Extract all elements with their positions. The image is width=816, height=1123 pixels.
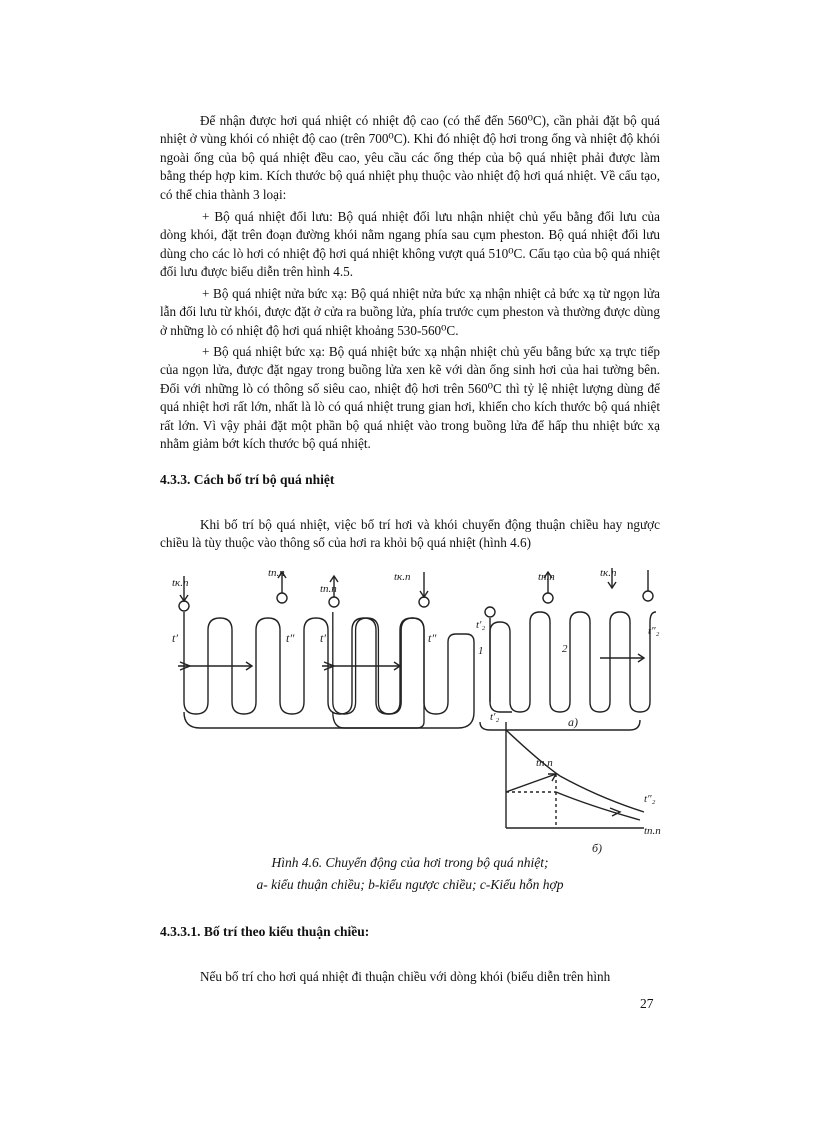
label-t1-1: t′ [172,631,178,645]
figure-caption-line2: a- kiểu thuận chiều; b-kiểu ngược chiều; c-Kiểu hỗn hợp [256,877,564,892]
label-t-kn-1: tк.п [172,577,189,589]
label-b: б) [592,841,603,855]
label-t-nn-graph-end: tп.п [644,825,661,837]
paragraph-convective: + Bộ quá nhiệt đối lưu: Bộ quá nhiệt đối lưu nhận nhiệt chủ yếu bằng đối lưu của dòng khói, đặt trên đoạn đường khói nằm ngang phía sau cụm pheston. Bộ quá nhiệt đối lưu dùng cho các lò hơi có nhiệt độ hơi quá nhiệt không vượt quá 510⁰C. Cấu tạo của bộ quá nhiệt đối lưu được biểu diễn trên hình 4.5. [160,209,660,280]
label-t2-1: t″ [286,631,295,645]
label-t2-in-graph: t′₂ [490,711,500,723]
label-point-1: 1 [478,645,484,657]
paragraph-semi-radiant: + Bộ quá nhiệt nửa bức xạ: Bộ quá nhiệt nửa bức xạ nhận nhiệt cả bức xạ từ ngọn lửa lẫn đối lưu từ khói, được đặt ở cửa ra buồng lửa, phía trước cụm pheston và thường được dùng ở những lò có nhiệt độ hơi quá nhiệt khoảng 530-560⁰C. [160,286,660,338]
heading-cocurrent: 4.3.3.1. Bố trí theo kiểu thuận chiều: [160,924,370,939]
paragraph-arrangement: Khi bố trí bộ quá nhiệt, việc bố trí hơi và khói chuyển động thuận chiều hay ngược chiều là tùy thuộc vào thông số của hơi ra khỏi bộ quá nhiệt (hình 4.6) [160,517,660,551]
paragraph-cocurrent: Nếu bố trí cho hơi quá nhiệt đi thuận chiều với dòng khói (biểu diễn trên hình [200,969,611,984]
label-point-2: 2 [562,643,568,655]
figure-caption-line1: Hình 4.6. Chuyển động của hơi trong bộ quá nhiệt; [271,855,549,870]
temperature-graph [506,722,644,828]
label-a: a) [568,715,578,729]
label-t2-2: t″ [428,631,437,645]
label-t2-out: t″₂ [648,625,660,637]
label-t-kn-3: tк.п [600,567,617,579]
figure-4-6 [160,562,680,862]
label-t2-in: t′₂ [476,619,486,631]
paragraph-radiant: + Bộ quá nhiệt bức xạ: Bộ quá nhiệt bức xạ nhận nhiệt chủ yếu bằng bức xạ trực tiếp của ngọn lửa, được đặt ngay trong buồng lửa xen kẽ với dàn ống sinh hơi của hai tường bên. Đối với những lò có thông số siêu cao, nhiệt độ hơi trên 560⁰C thì tỷ lệ nhiệt lượng dùng để quá nhiệt hơi rất lớn, nhất là lò có quá nhiệt trung gian hơi, khiến cho kích thước bộ quá nhiệt rất lớn. Vì vậy phải đặt một phần bộ quá nhiệt vào trong buồng lửa để hấp thu nhiệt bức xạ nhằm giảm bớt kích thước bộ quá nhiệt. [160,344,660,452]
label-t-nn-graph: tп.п [536,757,553,769]
paragraph-intro: Để nhận được hơi quá nhiệt có nhiệt độ cao (có thể đến 560⁰C), cần phải đặt bộ quá nhiệt ở vùng khói có nhiệt độ cao (trên 700⁰C). Khi đó nhiệt độ hơi trong ống và nhiệt độ khói ngoài ống của bộ quá nhiệt đều cao, yêu cầu các ống thép của bộ quá nhiệt phải được làm bằng thép hợp kim. Kích thước bộ quá nhiệt phụ thuộc vào nhiệt độ hơi quá nhiệt. Về cấu tạo, có thể chia thành 3 loại: [160,113,660,202]
label-t2-out-graph: t″₂ [644,793,656,805]
label-t-nn-3: tп.п [538,571,555,583]
label-t-kn-2: tк.п [394,571,411,583]
label-t-nn-2: tп.п [320,583,337,595]
diagram-cocurrent [178,572,474,728]
page-number: 27 [640,996,654,1011]
label-t-nn-1: tп.п [268,567,285,579]
heading-arrangement: 4.3.3. Cách bố trí bộ quá nhiệt [160,472,335,487]
diagram-mixed [480,568,656,730]
label-t1-2: t′ [320,631,326,645]
